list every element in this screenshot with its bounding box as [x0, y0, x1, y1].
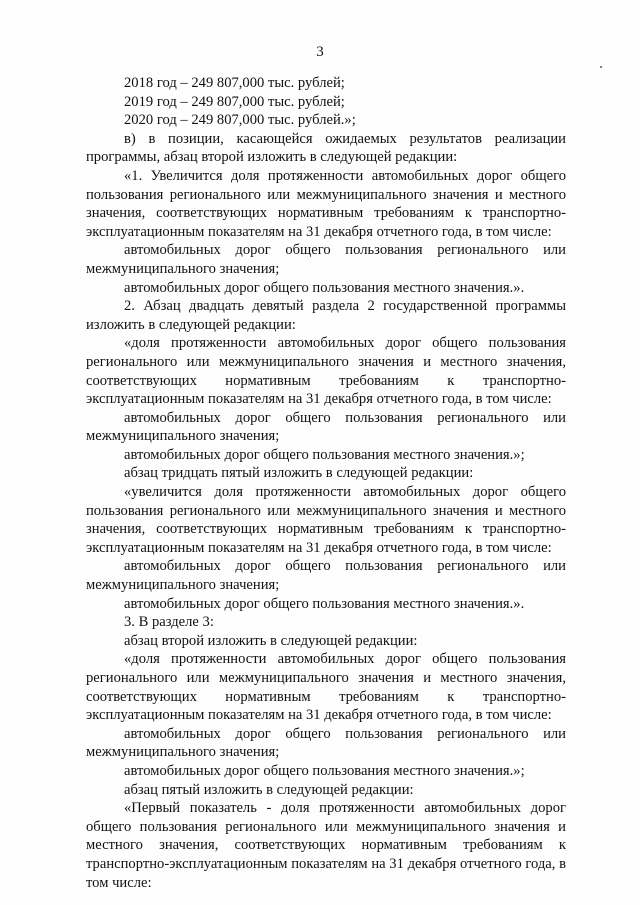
paragraph-item-v: в) в позиции, касающейся ожидаемых результатов реализации программы, абзац второй изложить в следующей редакции: [86, 130, 566, 166]
budget-line-2018: 2018 год – 249 807,000 тыс. рублей; [124, 75, 345, 91]
budget-line-2020: 2020 год – 249 807,000 тыс. рублей.»; [124, 112, 356, 129]
paragraph-regional-roads-2: автомобильных дорог общего пользования регионального или межмуниципального значения; [86, 409, 566, 445]
paragraph-share-length-2: «доля протяженности автомобильных дорог общего пользования регионального или межмуниципального значения и местного значения, соответствующих нормативным требованиям к транспортно-эксплуатационным показателям на 31 декабря отчетного года, в том числе: [86, 651, 566, 724]
paragraph-fifth-abzac: абзац пятый изложить в следующей редакции: [124, 781, 414, 798]
paragraph-35th: абзац тридцать пятый изложить в следующей редакции: [124, 465, 474, 482]
paragraph-local-roads-4: автомобильных дорог общего пользования местного значения.»; [124, 762, 525, 779]
paragraph-local-roads-2: автомобильных дорог общего пользования местного значения.»; [124, 446, 525, 463]
budget-line-2019: 2019 год – 249 807,000 тыс. рублей; [124, 93, 345, 110]
paragraph-first-indicator: «Первый показатель - доля протяженности автомобильных дорог общего пользования регионального или межмуниципального значения и местного значения, соответствующих нормативным требованиям к транспортно-эксплуатационным показателям на 31 декабря отчетного года, в том числе: [86, 800, 566, 891]
paragraph-regional-roads-3: автомобильных дорог общего пользования регионального или межмуниципального значения; [86, 558, 566, 594]
paragraph-regional-roads: автомобильных дорог общего пользования регионального или межмуниципального значения; [86, 242, 566, 277]
page-number: 3 [316, 44, 324, 60]
paragraph-second-abzac: абзац второй изложить в следующей редакции: [124, 632, 418, 649]
paragraph-local-roads: автомобильных дорог общего пользования местного значения.». [124, 279, 525, 296]
paragraph-section-2: 2. Абзац двадцать девятый раздела 2 государственной программы изложить в следующей редакции: [86, 298, 566, 333]
paragraph-local-roads-3: автомобильных дорог общего пользования местного значения.». [124, 595, 525, 612]
paragraph-section-3: 3. В разделе 3: [124, 614, 214, 631]
paragraph-result-1: «1. Увеличится доля протяженности автомобильных дорог общего пользования регионального или межмуниципального значения и местного значения, соответствующих нормативным требованиям к транспортно-эксплуатационным показателям на 31 декабря отчетного года, в том числе: [86, 167, 566, 240]
paragraph-regional-roads-4: автомобильных дорог общего пользования регионального или межмуниципального значения; [86, 725, 566, 761]
document-body [86, 74, 566, 892]
scan-speck [600, 66, 602, 68]
paragraph-share-length: «доля протяженности автомобильных дорог общего пользования регионального или межмуниципального значения и местного значения, соответствующих нормативным требованиям к транспортно-эксплуатационным показателям на 31 декабря отчетного года, в том числе: [86, 335, 566, 408]
paragraph-increase-share: «увеличится доля протяженности автомобильных дорог общего пользования регионального или межмуниципального значения и местного значения, соответствующих нормативным требованиям к транспортно-эксплуатационным показателям на 31 декабря отчетного года, в том числе: [86, 484, 566, 556]
